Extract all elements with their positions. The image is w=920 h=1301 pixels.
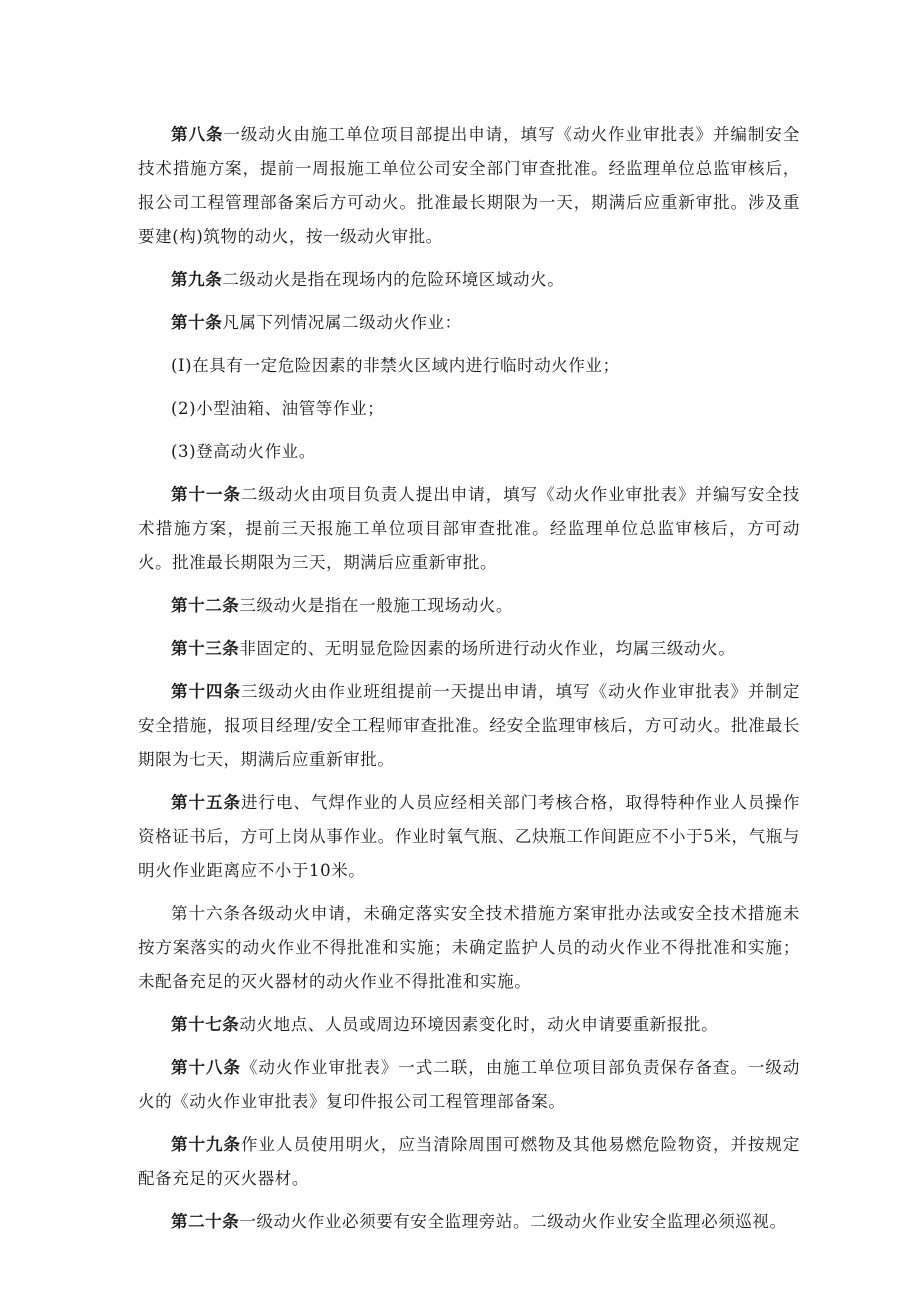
article-label: 第十七条 xyxy=(171,1015,240,1034)
article-label: 第十一条 xyxy=(171,485,241,504)
article-text: 动火地点、人员或周边环境因素变化时，动火申请要重新报批。 xyxy=(239,1015,719,1034)
article-text: 凡属下列情况属二级动火作业： xyxy=(222,313,462,332)
article-text: 二级动火是指在现场内的危险环境区域动火。 xyxy=(222,270,565,289)
article-9 xyxy=(138,263,800,297)
article-label: 第十二条 xyxy=(171,596,240,615)
article-13 xyxy=(138,632,800,666)
article-10 xyxy=(138,306,800,340)
article-17 xyxy=(138,1008,800,1042)
article-20 xyxy=(138,1205,800,1239)
article-15 xyxy=(138,786,800,888)
article-text: 二级动火由项目负责人提出申请，填写《动火作业审批表》并编写安全技术措施方案，提前三天报施工单位项目部审查批准。经监理单位总监审核后，方可动火。批准最长期限为三天，期满后应重新审批。 xyxy=(138,485,800,572)
list-item-text: (3)登高动火作业。 xyxy=(171,442,316,461)
article-label: 第十八条 xyxy=(171,1058,241,1077)
article-text: 一级动火由施工单位项目部提出申请，填写《动火作业审批表》并编制安全技术措施方案，提前一周报施工单位公司安全部门审查批准。经监理单位总监审核后，报公司工程管理部备案后方可动火。批准最长期限为一天，期满后应重新审批。涉及重要建(构)筑物的动火，按一级动火审批。 xyxy=(138,125,800,246)
article-label: 第十六条 xyxy=(171,904,241,923)
list-item xyxy=(138,392,800,426)
article-14 xyxy=(138,675,800,777)
article-label: 第二十条 xyxy=(171,1212,240,1231)
article-text: 三级动火由作业班组提前一天提出申请，填写《动火作业审批表》并制定安全措施，报项目经理/安全工程师审查批准。经安全监理审核后，方可动火。批准最长期限为七天，期满后应重新审批。 xyxy=(138,682,800,769)
list-item xyxy=(138,349,800,383)
article-text: 三级动火是指在一般施工现场动火。 xyxy=(239,596,514,615)
article-19 xyxy=(138,1128,800,1196)
article-label: 第十五条 xyxy=(171,793,241,812)
article-label: 第八条 xyxy=(171,125,224,144)
article-label: 第十条 xyxy=(171,313,223,332)
article-11 xyxy=(138,478,800,580)
article-8 xyxy=(138,118,800,254)
article-text: 非固定的、无明显危险因素的场所进行动火作业，均属三级动火。 xyxy=(239,639,736,658)
article-text: 进行电、气焊作业的人员应经相关部门考核合格，取得特种作业人员操作资格证书后，方可上岗从事作业。作业时氧气瓶、乙炔瓶工作间距应不小于5米，气瓶与明火作业距离应不小于10米。 xyxy=(138,793,800,880)
article-label: 第十三条 xyxy=(171,639,240,658)
article-text: 各级动火申请，未确定落实安全技术措施方案审批办法或安全技术措施未按方案落实的动火作业不得批准和实施；未确定监护人员的动火作业不得批准和实施；未配备充足的灭火器材的动火作业不得批准和实施。 xyxy=(138,904,800,991)
article-label: 第十四条 xyxy=(171,682,241,701)
article-label: 第九条 xyxy=(171,270,223,289)
article-16 xyxy=(138,897,800,999)
list-item-text: (I)在具有一定危险因素的非禁火区域内进行临时动火作业； xyxy=(171,356,620,375)
document-page xyxy=(138,118,800,1248)
article-text: 《动火作业审批表》一式二联，由施工单位项目部负责保存备查。一级动火的《动火作业审批表》复印件报公司工程管理部备案。 xyxy=(138,1058,800,1111)
list-item xyxy=(138,435,800,469)
article-text: 一级动火作业必须要有安全监理旁站。二级动火作业安全监理必须巡视。 xyxy=(239,1212,787,1231)
article-label: 第十九条 xyxy=(171,1135,241,1154)
article-18 xyxy=(138,1051,800,1119)
article-text: 作业人员使用明火，应当清除周围可燃物及其他易燃危险物资，并按规定配备充足的灭火器材。 xyxy=(138,1135,800,1188)
list-item-text: (2)小型油箱、油管等作业； xyxy=(171,399,385,418)
article-12 xyxy=(138,589,800,623)
